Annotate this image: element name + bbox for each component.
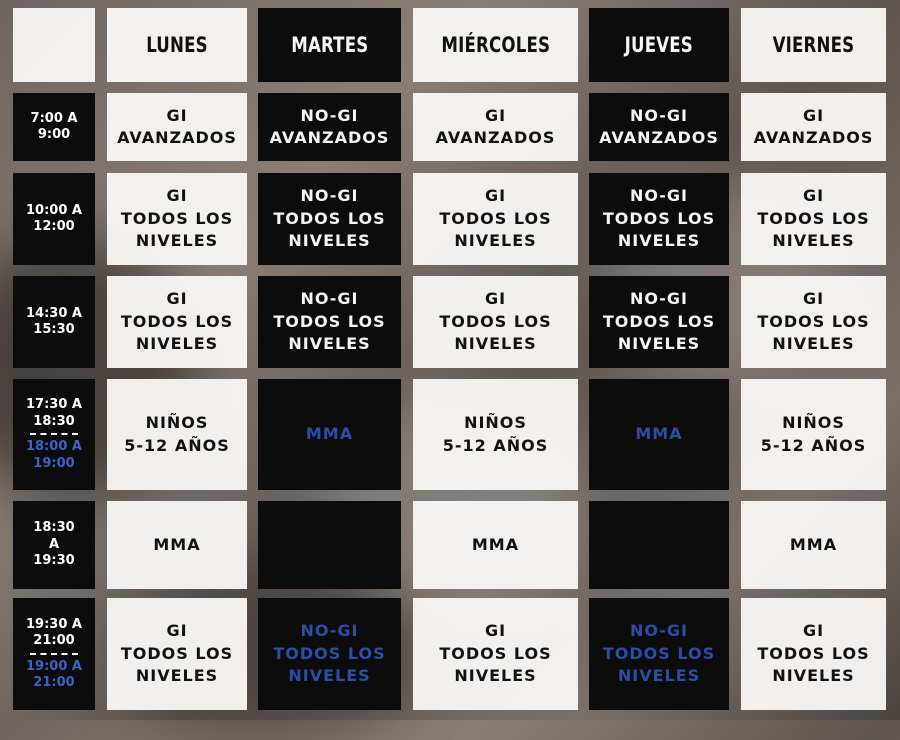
class-cell-r1-c0 xyxy=(107,173,247,265)
class-label-line: TODOS LOS xyxy=(120,643,234,663)
class-label-line: 5-12 AÑOS xyxy=(760,435,867,455)
class-cell-r0-c0 xyxy=(107,93,247,161)
class-label-line: MMA xyxy=(635,424,683,444)
class-cell-r4-c3 xyxy=(589,501,729,589)
class-cell-r0-c1 xyxy=(258,93,401,161)
class-cell-r3-c4 xyxy=(741,379,886,490)
class-label-line: NIVELES xyxy=(288,334,371,354)
class-cell-r1-c1 xyxy=(258,173,401,265)
time-slot-5 xyxy=(13,598,95,710)
class-label-line: MMA xyxy=(471,534,520,554)
class-cell-r2-c1 xyxy=(258,276,401,368)
day-header-label: MARTES xyxy=(290,33,369,57)
class-cell-r1-c2 xyxy=(413,173,578,265)
class-label-line: NIVELES xyxy=(135,334,219,354)
time-slot-1 xyxy=(13,173,95,265)
class-label-line: NIVELES xyxy=(617,231,701,251)
class-label-line: NIVELES xyxy=(772,334,855,354)
time-line: 18:30 xyxy=(33,520,75,536)
day-header-label: MIÉRCOLES xyxy=(441,33,550,57)
class-cell-r2-c0 xyxy=(107,276,247,368)
class-label-line: TODOS LOS xyxy=(757,208,870,228)
class-cell-r2-c2 xyxy=(413,276,578,368)
time-line: 21:00 xyxy=(33,633,75,648)
class-label-line: TODOS LOS xyxy=(439,643,552,663)
class-label-line: GI xyxy=(166,105,188,125)
class-label-line: MMA xyxy=(789,534,838,554)
class-label-line: GI xyxy=(802,105,825,125)
class-label-line: NO-GI xyxy=(629,621,688,641)
class-cell-r4-c4 xyxy=(741,501,886,589)
time-line: 15:30 xyxy=(33,322,75,337)
class-label-line: NIVELES xyxy=(772,231,855,251)
class-label-line: TODOS LOS xyxy=(757,643,870,663)
day-header-4 xyxy=(741,8,886,82)
class-label-line: TODOS LOS xyxy=(120,311,234,331)
class-cell-r4-c0 xyxy=(107,501,247,589)
class-label-line: NIVELES xyxy=(617,334,701,354)
time-slot-3 xyxy=(13,379,95,490)
day-header-3 xyxy=(589,8,729,82)
class-label-line: TODOS LOS xyxy=(757,311,870,331)
class-cell-r3-c3 xyxy=(589,379,729,490)
time-divider xyxy=(30,653,78,655)
class-label-line: AVANZADOS xyxy=(269,128,390,147)
class-label-line: NO-GI xyxy=(629,105,688,125)
class-label-line: 5-12 AÑOS xyxy=(124,435,230,455)
class-cell-r4-c1 xyxy=(258,501,401,589)
class-label-line: GI xyxy=(484,105,507,125)
class-label-line: GI xyxy=(166,621,188,641)
class-label-line: NIVELES xyxy=(772,666,855,686)
time-line: A xyxy=(48,536,60,552)
class-label-line: NO-GI xyxy=(300,289,359,309)
class-cell-r3-c2 xyxy=(413,379,578,490)
class-label-line: NIVELES xyxy=(288,666,371,686)
class-label-line: MMA xyxy=(153,534,201,554)
corner-blank-cell xyxy=(13,8,95,82)
class-label-line: NO-GI xyxy=(300,105,359,125)
class-cell-r0-c4 xyxy=(741,93,886,161)
class-label-line: TODOS LOS xyxy=(273,311,386,331)
alt-time-line: 19:00 A xyxy=(26,658,82,674)
class-label-line: NIVELES xyxy=(454,334,537,354)
class-label-line: TODOS LOS xyxy=(602,311,716,331)
time-line: 9:00 xyxy=(37,127,71,142)
class-label-line: NO-GI xyxy=(629,289,688,309)
class-cell-r5-c1 xyxy=(258,598,401,710)
alt-time-line: 18:00 A xyxy=(26,439,82,454)
class-label-line: TODOS LOS xyxy=(602,643,716,663)
class-label-line: NO-GI xyxy=(300,186,359,206)
class-cell-r3-c0 xyxy=(107,379,247,490)
class-label-line: NO-GI xyxy=(300,621,359,641)
day-header-label: LUNES xyxy=(146,33,208,57)
class-cell-r4-c2 xyxy=(413,501,578,589)
class-cell-r2-c3 xyxy=(589,276,729,368)
class-cell-r0-c3 xyxy=(589,93,729,161)
class-label-line: TODOS LOS xyxy=(273,643,386,663)
time-line: 19:30 A xyxy=(26,616,82,632)
class-label-line: GI xyxy=(802,621,825,641)
class-label-line: GI xyxy=(484,186,507,206)
class-label-line: GI xyxy=(166,289,188,309)
class-label-line: NO-GI xyxy=(629,186,688,206)
class-cell-r2-c4 xyxy=(741,276,886,368)
class-label-line: AVANZADOS xyxy=(599,128,719,147)
time-line: 10:00 A xyxy=(26,202,82,218)
class-label-line: GI xyxy=(484,621,507,641)
class-label-line: MMA xyxy=(305,424,354,444)
day-header-label: VIERNES xyxy=(772,33,855,57)
time-slot-2 xyxy=(13,276,95,368)
class-cell-r5-c2 xyxy=(413,598,578,710)
class-label-line: NIVELES xyxy=(617,666,701,686)
class-label-line: NIVELES xyxy=(135,231,219,251)
class-label-line: TODOS LOS xyxy=(602,208,716,228)
class-label-line: GI xyxy=(166,186,188,206)
class-cell-r5-c3 xyxy=(589,598,729,710)
time-slot-0 xyxy=(13,93,95,161)
class-cell-r3-c1 xyxy=(258,379,401,490)
class-label-line: GI xyxy=(802,289,825,309)
class-label-line: GI xyxy=(802,186,825,206)
class-label-line: NIÑOS xyxy=(464,413,527,432)
day-header-1 xyxy=(258,8,401,82)
time-line: 12:00 xyxy=(33,219,75,234)
class-label-line: AVANZADOS xyxy=(435,128,556,147)
time-line: 17:30 A xyxy=(26,397,82,412)
class-label-line: NIÑOS xyxy=(145,413,209,432)
time-line: 14:30 A xyxy=(26,305,82,321)
class-label-line: NIVELES xyxy=(454,231,537,251)
time-slot-4 xyxy=(13,501,95,589)
day-header-label: JUEVES xyxy=(624,33,694,57)
class-label-line: AVANZADOS xyxy=(753,128,874,147)
class-label-line: NIVELES xyxy=(454,666,537,686)
class-label-line: TODOS LOS xyxy=(439,311,552,331)
class-label-line: 5-12 AÑOS xyxy=(442,435,549,455)
class-label-line: AVANZADOS xyxy=(117,128,237,147)
class-label-line: TODOS LOS xyxy=(273,208,386,228)
time-line: 18:30 xyxy=(33,413,75,429)
class-cell-r1-c3 xyxy=(589,173,729,265)
alt-time-line: 21:00 xyxy=(33,675,75,690)
class-label-line: GI xyxy=(484,289,507,309)
class-label-line: TODOS LOS xyxy=(439,208,552,228)
day-header-0 xyxy=(107,8,247,82)
time-divider xyxy=(30,433,78,435)
class-cell-r0-c2 xyxy=(413,93,578,161)
class-cell-r5-c4 xyxy=(741,598,886,710)
class-cell-r5-c0 xyxy=(107,598,247,710)
class-cell-r1-c4 xyxy=(741,173,886,265)
time-line: 19:30 xyxy=(33,553,75,569)
day-header-2 xyxy=(413,8,578,82)
alt-time-line: 19:00 xyxy=(33,455,75,471)
class-label-line: NIVELES xyxy=(135,666,219,686)
time-line: 7:00 A xyxy=(30,110,78,126)
class-label-line: NIVELES xyxy=(288,231,371,251)
class-label-line: NIÑOS xyxy=(782,413,845,432)
class-label-line: TODOS LOS xyxy=(120,208,234,228)
